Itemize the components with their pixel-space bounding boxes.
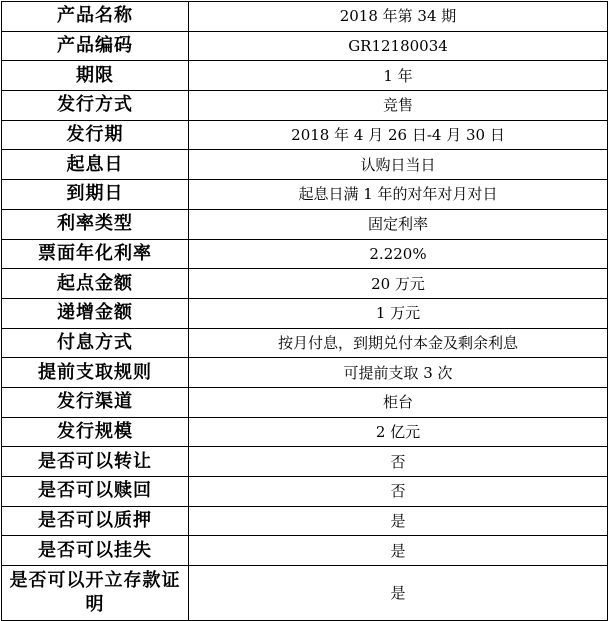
row-label: 是否可以质押 [2,506,189,536]
row-value: 柜台 [189,387,608,417]
row-label: 起息日 [2,150,189,180]
table-row [2,91,608,121]
row-value: GR12180034 [189,31,608,61]
row-label: 产品编码 [2,31,189,61]
product-info-body [2,2,608,621]
row-value: 20 万元 [189,269,608,299]
row-label: 起点金额 [2,269,189,299]
row-label: 是否可以挂失 [2,536,189,566]
row-label: 付息方式 [2,328,189,358]
row-value: 起息日满 1 年的对年对月对日 [189,180,608,210]
row-value: 1 万元 [189,298,608,328]
table-row [2,180,608,210]
row-value: 是 [189,566,608,621]
row-value: 否 [189,477,608,507]
row-value: 按月付息，到期兑付本金及剩余利息 [189,328,608,358]
table-row [2,387,608,417]
row-label: 到期日 [2,180,189,210]
row-value: 否 [189,447,608,477]
table-row [2,269,608,299]
row-label: 发行期 [2,120,189,150]
row-label: 利率类型 [2,209,189,239]
row-label: 发行规模 [2,417,189,447]
table-row [2,239,608,269]
table-row [2,447,608,477]
table-row [2,358,608,388]
row-label: 提前支取规则 [2,358,189,388]
row-value: 可提前支取 3 次 [189,358,608,388]
table-row [2,417,608,447]
row-label: 产品名称 [2,2,189,32]
row-value: 2018 年 4 月 26 日-4 月 30 日 [189,120,608,150]
table-row [2,328,608,358]
row-label: 是否可以开立存款证明 [2,566,189,621]
table-row [2,506,608,536]
row-label: 发行渠道 [2,387,189,417]
table-row [2,566,608,621]
row-value: 固定利率 [189,209,608,239]
row-label: 发行方式 [2,91,189,121]
table-row [2,477,608,507]
table-row [2,31,608,61]
row-label: 期限 [2,61,189,91]
table-row [2,209,608,239]
row-value: 是 [189,506,608,536]
row-label: 是否可以转让 [2,447,189,477]
row-label: 递增金额 [2,298,189,328]
row-value: 2 亿元 [189,417,608,447]
row-value: 认购日当日 [189,150,608,180]
table-row [2,61,608,91]
table-row [2,120,608,150]
row-value: 竞售 [189,91,608,121]
row-value: 2.220% [189,239,608,269]
row-value: 1 年 [189,61,608,91]
row-value: 是 [189,536,608,566]
row-label: 是否可以赎回 [2,477,189,507]
row-label: 票面年化利率 [2,239,189,269]
table-row [2,2,608,32]
row-value: 2018 年第 34 期 [189,2,608,32]
table-row [2,150,608,180]
table-row [2,298,608,328]
table-row [2,536,608,566]
product-info-table [1,1,608,621]
